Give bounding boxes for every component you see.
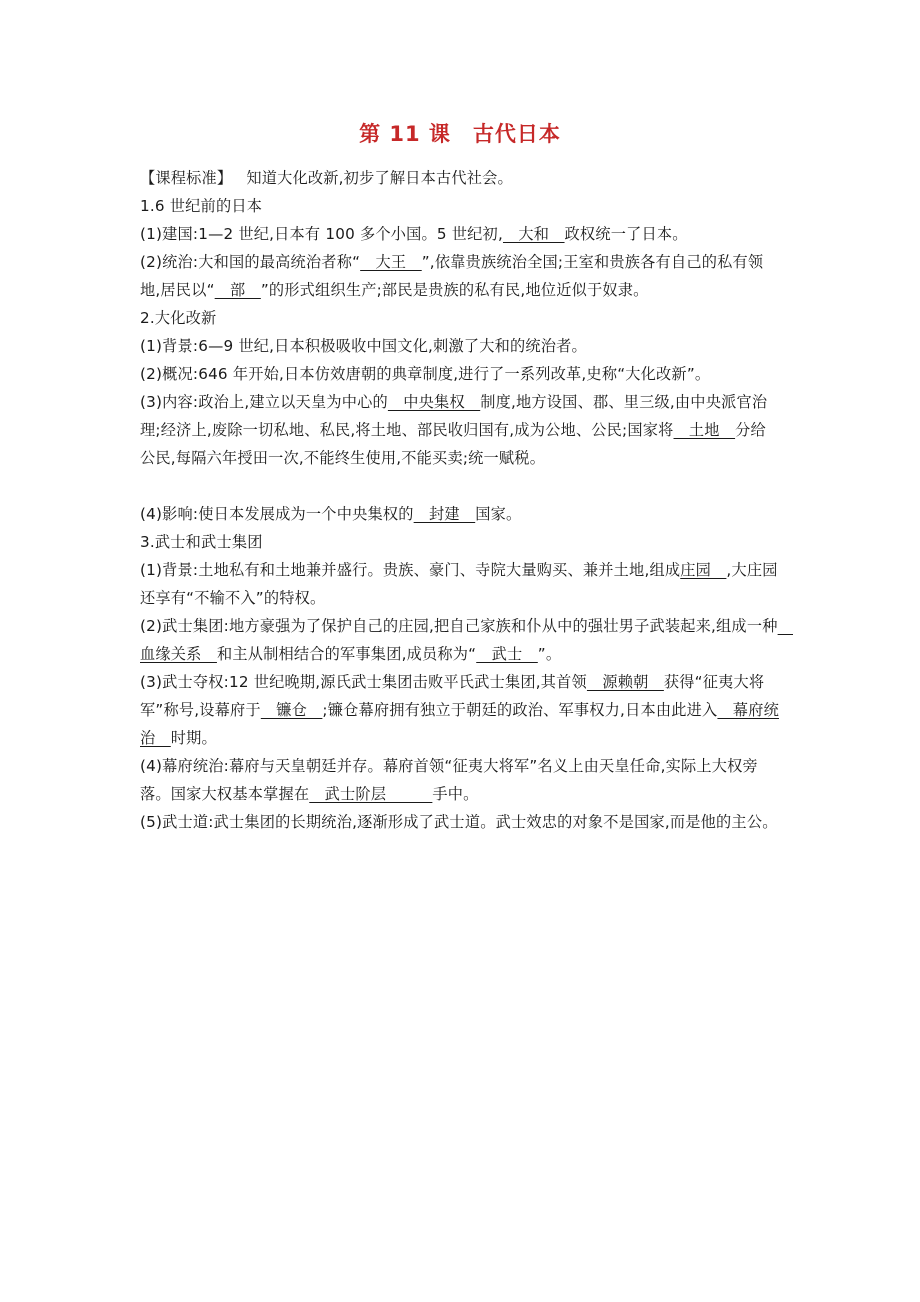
item-1-2: (2)统治:大和国的最高统治者称“ 大王 ”,依靠贵族统治全国;王室和贵族各有自己的私有领地,居民以“ 部 ”的形式组织生产;部民是贵族的私有民,地位近似于奴隶。 [140, 253, 764, 299]
answer-blank: 源赖朝 [586, 673, 664, 691]
item-3-5: (5)武士道:武士集团的长期统治,逐渐形成了武士道。武士效忠的对象不是国家,而是他的主公。 [140, 813, 778, 831]
lesson-name: 古代日本 [472, 122, 561, 146]
answer-blank: 封建 [413, 505, 476, 523]
item-3-2: (2)武士集团:地方豪强为了保护自己的庄园,把自己家族和仆从中的强壮男子武装起来,组成一种 血缘关系 和主从制相结合的军事集团,成员称为“ 武士 ”。 [140, 617, 793, 663]
item-2-2: (2)概况:646 年开始,日本仿效唐朝的典章制度,进行了一系列改革,史称“大化改新”。 [140, 365, 711, 383]
course-standard-label: 【课程标准】 [140, 169, 233, 187]
answer-blank: 中央集权 [387, 393, 481, 411]
answer-blank: 大王 [360, 253, 422, 271]
answer-blank: 武士阶层 [309, 785, 433, 803]
answer-blank: 庄园 [680, 561, 727, 579]
section-heading-3: 3.武士和武士集团 [140, 533, 263, 551]
course-standard [140, 164, 780, 192]
answer-blank: 土地 [673, 421, 736, 439]
lesson-number: 第 11 课 [359, 122, 451, 146]
lesson-title [0, 118, 920, 148]
section-heading-2: 2.大化改新 [140, 309, 217, 327]
item-3-4: (4)幕府统治:幕府与天皇朝廷并存。幕府首领“征夷大将军”名义上由天皇任命,实际上大权旁落。国家大权基本掌握在 武士阶层 手中。 [140, 757, 758, 803]
answer-blank: 血缘关系 [140, 617, 793, 663]
item-2-3: (3)内容:政治上,建立以天皇为中心的 中央集权 制度,地方设国、郡、里三级,由中央派官治理;经济上,废除一切私地、私民,将土地、部民收归国有,成为公地、公民;国家将 土地 分给公民,每隔六年授田一次,不能终生使用,不能买卖;统一赋税。 [140, 393, 768, 467]
course-standard-text: 知道大化改新,初步了解日本古代社会。 [246, 169, 513, 187]
item-1-1: (1)建国:1—2 世纪,日本有 100 多个小国。5 世纪初, 大和 政权统一了日本。 [140, 225, 688, 243]
item-3-3: (3)武士夺权:12 世纪晚期,源氏武士集团击败平氏武士集团,其首领 源赖朝 获得“征夷大将军”称号,设幕府于 镰仓 ;镰仓幕府拥有独立于朝廷的政治、军事权力,日本由此进入 幕府统治 时期。 [140, 673, 779, 747]
item-3-1: (1)背景:土地私有和土地兼并盛行。贵族、豪门、寺院大量购买、兼并土地,组成庄园 ,大庄园还享有“不输不入”的特权。 [140, 561, 778, 607]
paragraph-gap [140, 472, 780, 500]
lesson-content [140, 164, 793, 836]
item-2-4: (4)影响:使日本发展成为一个中央集权的 封建 国家。 [140, 505, 522, 523]
answer-blank: 部 [214, 281, 261, 299]
answer-blank: 武士 [476, 645, 538, 663]
answer-blank: 大和 [502, 225, 565, 243]
answer-blank: 镰仓 [260, 701, 323, 719]
item-2-1: (1)背景:6—9 世纪,日本积极吸收中国文化,刺激了大和的统治者。 [140, 337, 587, 355]
section-heading-1: 1.6 世纪前的日本 [140, 197, 263, 215]
answer-blank: 幕府统治 [140, 701, 779, 747]
